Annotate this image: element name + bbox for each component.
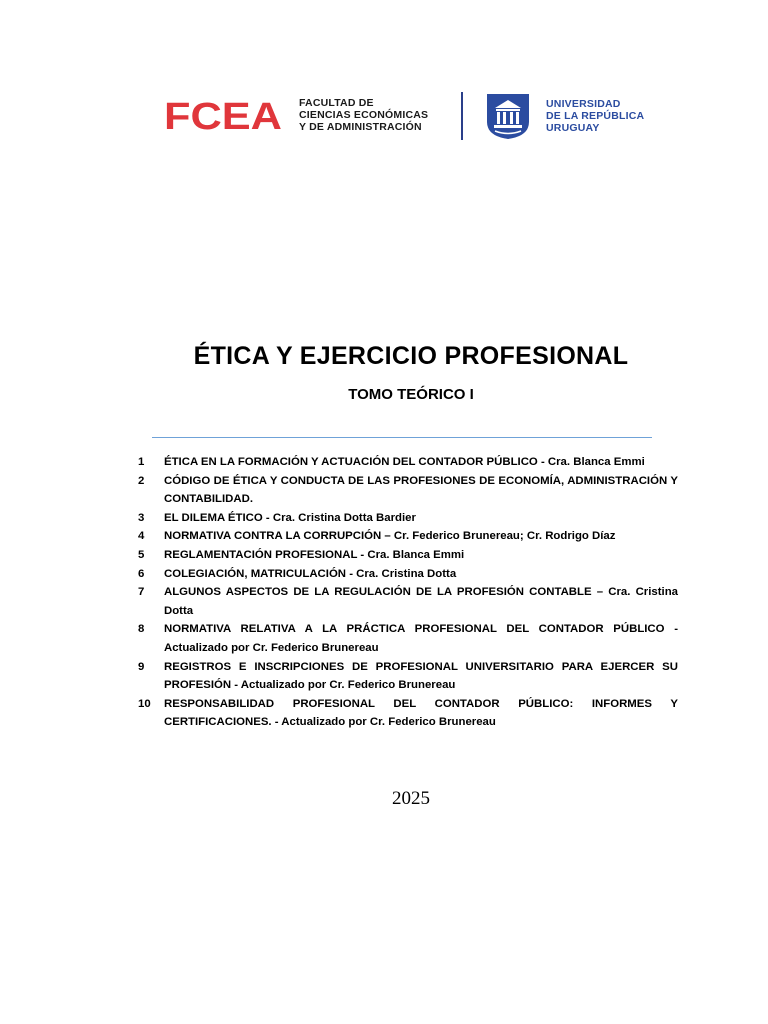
toc-text: REGLAMENTACIÓN PROFESIONAL - Cra. Blanca Emmi (164, 548, 465, 561)
title-rule (152, 437, 652, 438)
toc-text: NORMATIVA RELATIVA A LA PRÁCTICA PROFESIONAL DEL CONTADOR PÚBLICO - Actualizado por Cr. Federico Brunereau (164, 623, 678, 654)
toc-text: COLEGIACIÓN, MATRICULACIÓN - Cra. Cristina Dotta (164, 567, 457, 580)
faculty-line-3: Y DE ADMINISTRACIÓN (299, 121, 422, 133)
toc-number: 6 (138, 567, 145, 580)
fcea-logo (164, 98, 284, 132)
toc-item (138, 453, 678, 472)
toc-number: 10 (138, 697, 151, 710)
university-name (546, 98, 656, 134)
toc-text: REGISTROS E INSCRIPCIONES DE PROFESIONAL UNIVERSITARIO PARA EJERCER SU PROFESIÓN - Actualizado por Cr. Federico Brunereau (164, 660, 678, 692)
table-of-contents (138, 453, 678, 732)
university-line-3: URUGUAY (546, 122, 600, 134)
toc-item (138, 472, 678, 509)
toc-item (138, 565, 678, 584)
toc-text: ÉTICA EN LA FORMACIÓN Y ACTUACIÓN DEL CONTADOR PÚBLICO - Cra. Blanca Emmi (164, 456, 645, 468)
faculty-line-1: FACULTAD DE (299, 97, 374, 109)
toc-text: ALGUNOS ASPECTOS DE LA REGULACIÓN DE LA PROFESIÓN CONTABLE – Cra. Cristina Dotta (164, 586, 678, 617)
university-line-1: UNIVERSIDAD (546, 98, 621, 110)
faculty-line-2: CIENCIAS ECONÓMICAS (299, 109, 429, 121)
toc-item (138, 527, 678, 546)
toc-text: CÓDIGO DE ÉTICA Y CONDUCTA DE LAS PROFESIONES DE ECONOMÍA, ADMINISTRACIÓN Y CONTABILIDAD. (164, 474, 678, 506)
university-line-2: DE LA REPÚBLICA (546, 110, 645, 122)
toc-number: 7 (138, 586, 145, 599)
toc-number: 9 (138, 660, 145, 673)
toc-item (138, 509, 678, 528)
publication-year: 2025 (392, 788, 430, 809)
university-seal-icon (485, 92, 531, 140)
toc-number: 3 (138, 511, 145, 524)
faculty-name (299, 97, 459, 133)
header (164, 92, 644, 142)
toc-item (138, 695, 678, 732)
document-title: ÉTICA Y EJERCICIO PROFESIONAL (193, 342, 629, 370)
toc-item (138, 658, 678, 695)
toc-number: 2 (138, 474, 145, 487)
svg-text:FCEA: FCEA (164, 98, 282, 132)
toc-number: 4 (138, 530, 145, 543)
toc-number: 1 (138, 456, 145, 468)
toc-item (138, 620, 678, 657)
document-subtitle: TOMO TEÓRICO I (348, 386, 474, 403)
toc-text: RESPONSABILIDAD PROFESIONAL DEL CONTADOR PÚBLICO: INFORMES Y CERTIFICACIONES. - Actualizado por Cr. Federico Brunereau (164, 697, 678, 729)
toc-item (138, 583, 678, 620)
toc-number: 8 (138, 623, 145, 636)
header-divider (461, 92, 463, 140)
toc-text: NORMATIVA CONTRA LA CORRUPCIÓN – Cr. Federico Brunereau; Cr. Rodrigo Díaz (164, 530, 616, 543)
toc-number: 5 (138, 548, 145, 561)
toc-item (138, 546, 678, 565)
toc-text: EL DILEMA ÉTICO - Cra. Cristina Dotta Bardier (164, 511, 416, 524)
